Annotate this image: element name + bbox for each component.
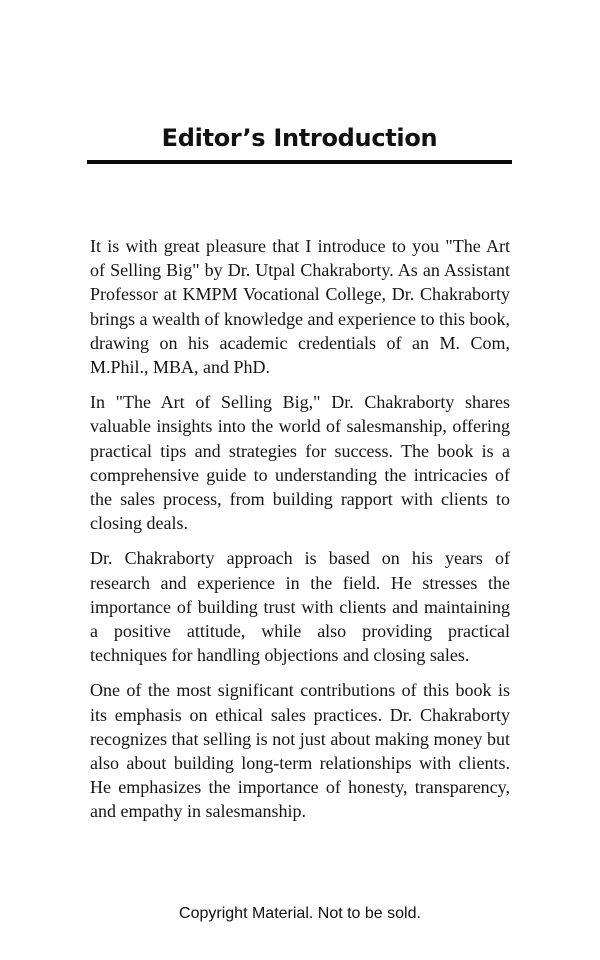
paragraph-1: It is with great pleasure that I introduce to you "The Art of Selling Big" by Dr. Utpal Chakraborty. As an Assistant Professor at KMPM Vocational College, Dr. Chakraborty brings a wealth of knowledge and experience to this book, drawing on his academic credentials of an M. Com, M.Phil., MBA, and PhD. — [90, 236, 510, 378]
paragraph-2: In "The Art of Selling Big," Dr. Chakraborty shares valuable insights into the world of salesmanship, offering practical tips and strategies for success. The book is a comprehensive guide to understanding the intricacies of the sales process, from building rapport with clients to closing deals. — [90, 392, 510, 534]
paragraph-4: One of the most significant contributions of this book is its emphasis on ethical sales practices. Dr. Chakraborty recognizes that selling is not just about making money but also about building long-term relationships with clients. He emphasizes the importance of honesty, transparency, and empathy in salesmanship. — [90, 680, 510, 822]
body-text — [90, 234, 510, 835]
copyright-footer: Copyright Material. Not to be sold. — [179, 905, 421, 922]
title-underline-rule — [87, 160, 512, 164]
page-title: Editor’s Introduction — [161, 124, 438, 152]
paragraph-3: Dr. Chakraborty approach is based on his years of research and experience in the field. He stresses the importance of building trust with clients and maintaining a positive attitude, while also providing practical techniques for handling objections and closing sales. — [90, 548, 510, 666]
